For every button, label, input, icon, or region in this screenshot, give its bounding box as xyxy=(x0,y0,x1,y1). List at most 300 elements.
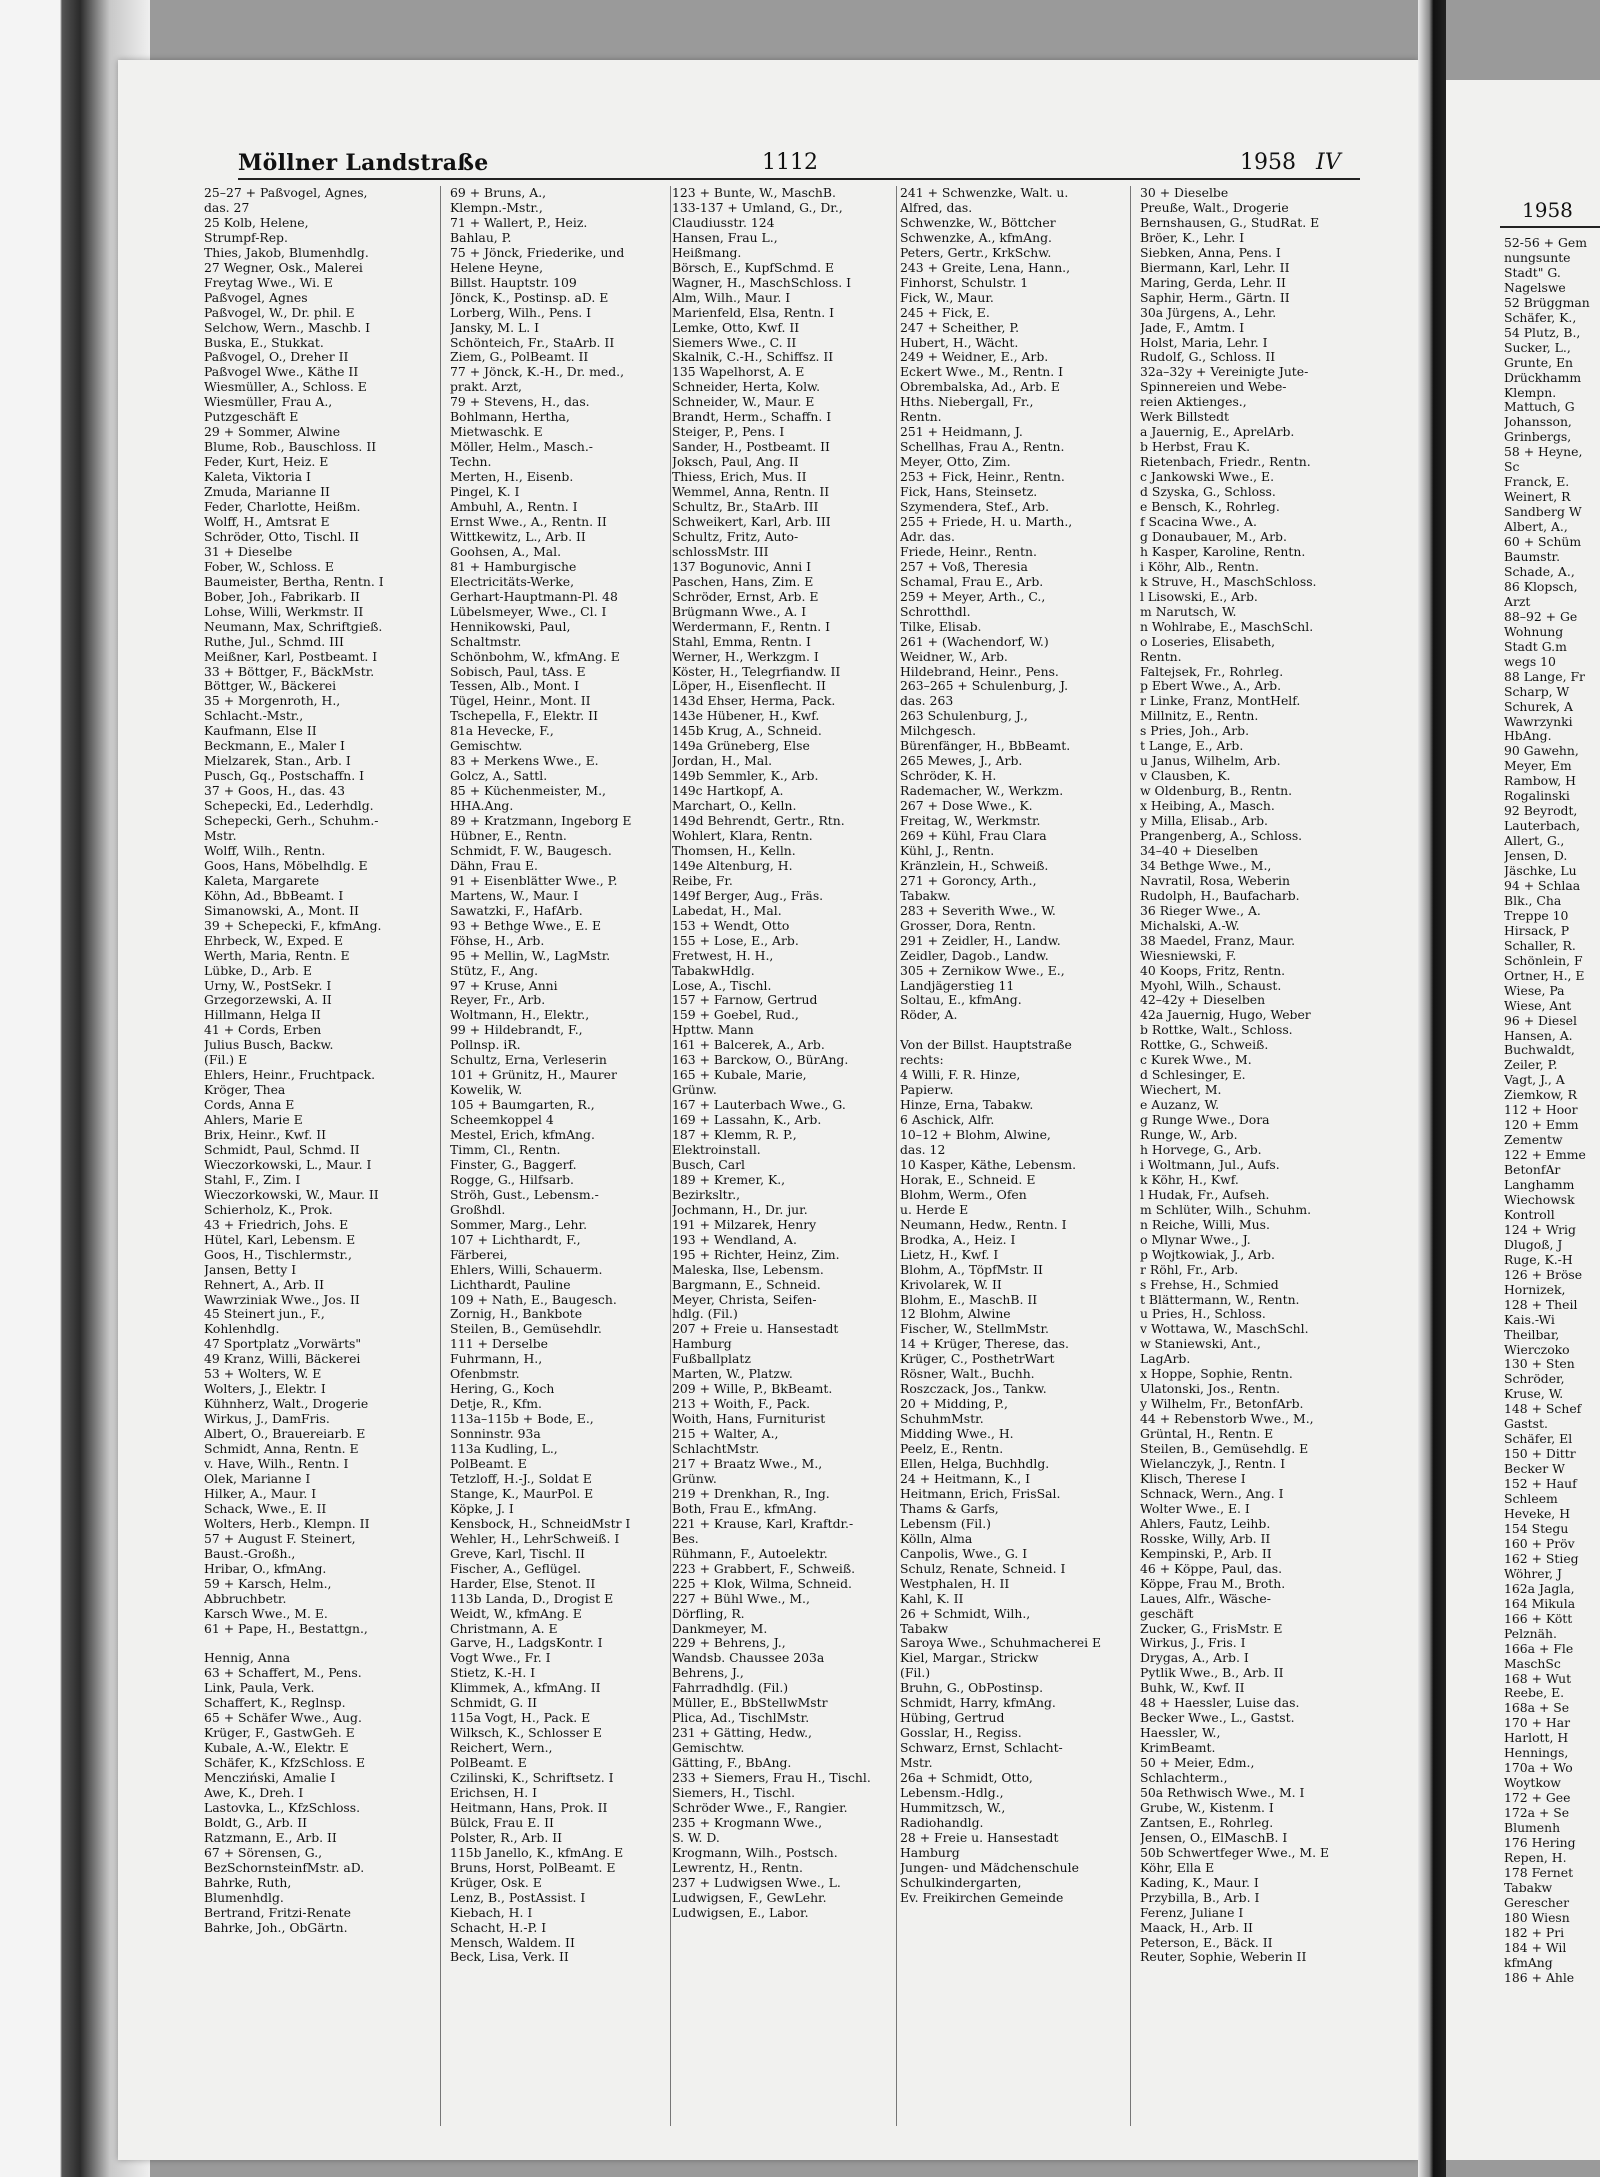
directory-entry-line: 257 + Voß, Theresia xyxy=(900,559,1028,574)
directory-entry-line: 89 + Kratzmann, Ingeborg E xyxy=(450,814,632,829)
directory-entry-line: Schrotthdl. xyxy=(900,604,971,619)
directory-entry-line: Schneider, Herta, Kolw. xyxy=(672,380,821,395)
directory-entry-line: Ehlers, Heinr., Fruchtpack. xyxy=(204,1068,376,1083)
directory-entry-line: Brügmann Wwe., A. I xyxy=(672,604,807,619)
directory-entry-line: Ludwigsen, F., GewLehr. xyxy=(672,1890,827,1905)
directory-entry-line: Alm, Wilh., Maur. I xyxy=(672,290,791,305)
directory-entry-line: g Runge Wwe., Dora xyxy=(1140,1113,1270,1128)
directory-entry-line: 233 + Siemers, Frau H., Tischl. xyxy=(672,1771,871,1786)
directory-entry-line: l Lisowski, E., Arb. xyxy=(1140,589,1258,604)
directory-entry-line: i Köhr, Alb., Rentn. xyxy=(1140,559,1259,574)
directory-entry-line: Sander, H., Postbeamt. II xyxy=(672,440,830,455)
directory-entry-line: 149c Hartkopf, A. xyxy=(672,784,784,799)
directory-entry-line: Goos, Hans, Möbelhdlg. E xyxy=(204,858,368,873)
facing-page-entry-line: Ruge, K.-H xyxy=(1504,1252,1573,1267)
directory-entry-line: 245 + Fick, E. xyxy=(900,305,990,320)
directory-entry-line: Bahrke, Joh., ObGärtn. xyxy=(204,1920,348,1935)
directory-entry-line: 283 + Severith Wwe., W. xyxy=(900,903,1056,918)
directory-entry-line: Krivolarek, W. II xyxy=(900,1277,1002,1292)
facing-page-entry-line: BetonfAr xyxy=(1504,1163,1561,1178)
facing-page-entry-line: Blumenh xyxy=(1504,1821,1561,1836)
facing-page-entry-line: Heveke, H xyxy=(1504,1507,1570,1522)
directory-entry-line: 25–27 + Paßvogel, Agnes, xyxy=(204,186,368,200)
directory-entry-line: (Fil.) xyxy=(900,1666,931,1681)
directory-entry-line: 133-137 + Umland, G., Dr., xyxy=(672,200,843,215)
facing-page-entry-line: Wiese, Ant xyxy=(1504,998,1572,1013)
directory-entry-line: Wirkus, J., Fris. I xyxy=(1140,1636,1246,1651)
directory-entry-line: Marten, W., Platzw. xyxy=(672,1367,793,1382)
facing-page-entry-line: Schurek, A xyxy=(1504,699,1573,714)
directory-entry-line: Bülck, Frau E. II xyxy=(450,1815,554,1830)
facing-page-entry-line: Hansen, A. xyxy=(1504,1028,1573,1043)
directory-entry-line: Sommer, Marg., Lehr. xyxy=(450,1217,588,1232)
directory-entry-line: t Lange, E., Arb. xyxy=(1140,739,1244,754)
directory-entry-line: (Fil.) E xyxy=(204,1053,248,1068)
directory-entry-line: o Mlynar Wwe., J. xyxy=(1140,1232,1251,1247)
directory-entry-line: Fischer, A., Geflügel. xyxy=(450,1561,582,1576)
directory-entry-line: k Struve, H., MaschSchloss. xyxy=(1140,574,1317,589)
directory-entry-line: 149f Berger, Aug., Fräs. xyxy=(672,888,824,903)
facing-page-year: 1958 xyxy=(1522,198,1573,222)
facing-page-entry-line: 90 Gawehn, xyxy=(1504,744,1579,759)
directory-entry-line: Stietz, K.-H. I xyxy=(450,1666,536,1681)
directory-entry-line: Bahrke, Ruth, xyxy=(204,1875,292,1890)
directory-entry-line: Peters, Gertr., KrkSchw. xyxy=(900,245,1052,260)
directory-entry-line: o Loseries, Elisabeth, xyxy=(1140,634,1276,649)
directory-entry-line: Wiesniewski, F. xyxy=(1140,948,1237,963)
directory-entry-line: Ehrbeck, W., Exped. E xyxy=(204,933,344,948)
directory-entry-line: 187 + Klemm, R. P., xyxy=(672,1128,797,1143)
directory-entry-line: v. Have, Wilh., Rentn. I xyxy=(204,1457,349,1472)
directory-entry-line: Schaffert, K., Reglnsp. xyxy=(204,1696,346,1711)
directory-entry-line: Claudiusstr. 124 xyxy=(672,215,775,230)
facing-page-entry-line: 170a + Wo xyxy=(1504,1761,1573,1776)
directory-entry-line: Harder, Else, Stenot. II xyxy=(450,1576,596,1591)
directory-entry-line: 167 + Lauterbach Wwe., G. xyxy=(672,1098,846,1113)
directory-entry-line: 249 + Weidner, E., Arb. xyxy=(900,350,1049,365)
directory-entry-line: Spinnereien und Webe- xyxy=(1140,380,1287,395)
facing-page-entry-line: 170 + Har xyxy=(1504,1716,1571,1731)
facing-page-entry-line: Gerescher xyxy=(1504,1895,1570,1910)
directory-entry-line: Freitag, W., Werkmstr. xyxy=(900,814,1041,829)
directory-entry-line: 65 + Schäfer Wwe., Aug. xyxy=(204,1711,362,1726)
directory-entry-line: Lenz, B., PostAssist. I xyxy=(450,1890,586,1905)
directory-entry-line: Köster, H., Telegrfiandw. II xyxy=(672,664,841,679)
facing-page-entry-line: Klempn. xyxy=(1504,385,1557,400)
directory-entry-line: Garve, H., LadgsKontr. I xyxy=(450,1636,603,1651)
directory-entry-line: Kempinski, P., Arb. II xyxy=(1140,1546,1272,1561)
facing-page-entry-line: Jäschke, Lu xyxy=(1504,864,1577,879)
directory-entry-line: Lübke, D., Arb. E xyxy=(204,963,312,978)
directory-entry-line: Pytlik Wwe., B., Arb. II xyxy=(1140,1666,1284,1681)
facing-page-entry-line: Schröder, xyxy=(1504,1372,1565,1387)
directory-entry-line: 71 + Wallert, P., Heiz. xyxy=(450,215,588,230)
directory-entry-line: prakt. Arzt, xyxy=(450,380,522,395)
directory-entry-line: 115b Janello, K., kfmAng. E xyxy=(450,1845,624,1860)
directory-entry-line: Paßvogel, Agnes xyxy=(204,290,308,305)
directory-entry-line: 263 Schulenburg, J., xyxy=(900,709,1028,724)
directory-entry-line: Grünw. xyxy=(672,1083,717,1098)
directory-entry-line: 50 + Meier, Edm., xyxy=(1140,1756,1255,1771)
directory-entry-line: 149e Altenburg, H. xyxy=(672,858,793,873)
directory-entry-line: Plica, Ad., TischlMstr. xyxy=(672,1711,810,1726)
directory-entry-line: 123 + Bunte, W., MaschB. xyxy=(672,186,836,200)
directory-entry-line: d Szyska, G., Schloss. xyxy=(1140,485,1276,500)
directory-entry-line: Bernshausen, G., StudRat. E xyxy=(1140,215,1320,230)
facing-page-entry-line: Nagelswe xyxy=(1504,280,1566,295)
facing-page-entry-line: 168 + Wut xyxy=(1504,1671,1572,1686)
directory-entry-line: Rentn. xyxy=(1140,649,1182,664)
facing-page-entry-line: Pelznäh. xyxy=(1504,1626,1557,1641)
directory-entry-line: Fretwest, H. H., xyxy=(672,948,774,963)
directory-entry-line: Schepecki, Ed., Lederhdlg. xyxy=(204,799,374,814)
directory-entry-line: Ziem, G., PolBeamt. II xyxy=(450,350,589,365)
directory-entry-line: Jungen- und Mädchenschule xyxy=(900,1860,1079,1875)
directory-entry-line: Bröer, K., Lehr. I xyxy=(1140,230,1245,245)
directory-entry-line: Steilen, B., Gemüsehdlr. xyxy=(450,1322,602,1337)
directory-entry-line: 305 + Zernikow Wwe., E., xyxy=(900,963,1065,978)
directory-entry-line: Marchart, O., Kelln. xyxy=(672,799,797,814)
directory-entry-line: Ernst Wwe., A., Rentn. II xyxy=(450,514,607,529)
directory-entry-line: 85 + Küchenmeister, M., xyxy=(450,784,606,799)
directory-entry-line: Lorberg, Wilh., Pens. I xyxy=(450,305,592,320)
directory-entry-line: 135 Wapelhorst, A. E xyxy=(672,365,805,380)
directory-entry-line: Westphalen, H. II xyxy=(900,1576,1010,1591)
directory-entry-line: Stütz, F., Ang. xyxy=(450,963,539,978)
directory-entry-line: 47 Sportplatz „Vorwärts" xyxy=(204,1337,362,1352)
directory-entry-line: Electricitäts-Werke, xyxy=(450,574,575,589)
directory-entry-line: 59 + Karsch, Helm., xyxy=(204,1576,332,1591)
directory-entry-line: Erichsen, H. I xyxy=(450,1785,537,1800)
directory-entry-line: 207 + Freie u. Hansestadt xyxy=(672,1322,839,1337)
facing-page-entry-line: Mattuch, G xyxy=(1504,400,1575,415)
directory-column-5 xyxy=(1140,186,1364,2136)
directory-entry-line: Siemers Wwe., C. II xyxy=(672,335,797,350)
directory-entry-line: Weidner, W., Arb. xyxy=(900,649,1008,664)
directory-entry-line: Feder, Kurt, Heiz. E xyxy=(204,455,329,470)
directory-entry-line: 219 + Drenkhan, R., Ing. xyxy=(672,1486,830,1501)
directory-entry-line: 42a Jauernig, Hugo, Weber xyxy=(1140,1008,1311,1023)
facing-page-entry-line: Hirsack, P xyxy=(1504,923,1570,938)
directory-entry-line: m Narutsch, W. xyxy=(1140,604,1237,619)
directory-entry-line: Detje, R., Kfm. xyxy=(450,1397,542,1412)
directory-entry-line: Ruthe, Jul., Schmd. III xyxy=(204,634,344,649)
facing-page-entry-line: Sc xyxy=(1504,460,1520,475)
directory-entry-line: Werk Billstedt xyxy=(1140,410,1230,425)
directory-entry-line: 111 + Derselbe xyxy=(450,1337,549,1352)
facing-page-entry-line: 92 Beyrodt, xyxy=(1504,804,1578,819)
directory-entry-line: 46 + Köppe, Paul, das. xyxy=(1140,1561,1283,1576)
directory-entry-line: Papierw. xyxy=(900,1083,954,1098)
directory-entry-line: s Frehse, H., Schmied xyxy=(1140,1277,1279,1292)
directory-entry-line: Mstr. xyxy=(900,1756,933,1771)
directory-entry-line: rechts: xyxy=(900,1053,944,1068)
directory-entry-line: 33 + Böttger, F., BäckMstr. xyxy=(204,664,375,679)
facing-page-entry-line: kfmAng xyxy=(1504,1955,1553,1970)
directory-entry-line: Böttger, W., Bäckerei xyxy=(204,679,337,694)
directory-entry-line: PolBeamt. E xyxy=(450,1457,527,1472)
directory-entry-line: Siemers, H., Tischl. xyxy=(672,1785,796,1800)
directory-entry-line: n Reiche, Willi, Mus. xyxy=(1140,1217,1270,1232)
directory-entry-line: 95 + Mellin, W., LagMstr. xyxy=(450,948,611,963)
directory-entry-line: BezSchornsteinfMstr. aD. xyxy=(204,1860,365,1875)
facing-page-entry-line: Kruse, W. xyxy=(1504,1387,1564,1402)
facing-page-entry-line: 184 + Wil xyxy=(1504,1940,1567,1955)
facing-page-entry-line: Woytkow xyxy=(1504,1776,1561,1791)
directory-entry-line: Schmidt, G. II xyxy=(450,1696,538,1711)
directory-entry-line: 109 + Nath, E., Baugesch. xyxy=(450,1292,617,1307)
directory-entry-line: 209 + Wille, P., BkBeamt. xyxy=(672,1382,833,1397)
directory-entry-line: Milchgesch. xyxy=(900,724,977,739)
facing-page-entry-line: Dlugoß, J xyxy=(1504,1237,1563,1252)
directory-entry-line: Vogt Wwe., Fr. I xyxy=(450,1651,551,1666)
facing-page-entry-line: Zeiler, P. xyxy=(1504,1058,1558,1073)
directory-entry-line: Schulz, Renate, Schneid. I xyxy=(900,1561,1066,1576)
directory-entry-line: Hths. Niebergall, Fr., xyxy=(900,395,1034,410)
directory-entry-line: 241 + Schwenzke, Walt. u. xyxy=(900,186,1069,200)
directory-entry-line: Goohsen, A., Mal. xyxy=(450,544,562,559)
directory-entry-line: Laues, Alfr., Wäsche- xyxy=(1140,1591,1271,1606)
directory-entry-line: 35 + Morgenroth, H., xyxy=(204,694,341,709)
facing-page-entry-line: Sucker, L., xyxy=(1504,340,1571,355)
directory-entry-line: 36 Rieger Wwe., A. xyxy=(1140,903,1261,918)
directory-entry-line: Stahl, F., Zim. I xyxy=(204,1172,301,1187)
directory-entry-line: g Donaubauer, M., Arb. xyxy=(1140,529,1287,544)
directory-entry-line: Selchow, Wern., Maschb. I xyxy=(204,320,371,335)
directory-entry-line: Kaleta, Viktoria I xyxy=(204,470,311,485)
directory-entry-line: h Kasper, Karoline, Rentn. xyxy=(1140,544,1306,559)
facing-page-entry-line: Sandberg W xyxy=(1504,505,1582,520)
directory-entry-line: 165 + Kubale, Marie, xyxy=(672,1068,807,1083)
directory-entry-line: Billst. Hauptstr. 109 xyxy=(450,275,577,290)
facing-page-entry-line: 172a + Se xyxy=(1504,1806,1570,1821)
directory-entry-line: Kölln, Alma xyxy=(900,1531,973,1546)
facing-page-entry-line: 88–92 + Ge xyxy=(1504,609,1578,624)
directory-entry-line: Ambuhl, A., Rentn. I xyxy=(450,500,578,515)
directory-entry-line: Abbruchbetr. xyxy=(204,1591,287,1606)
directory-entry-line: Millnitz, E., Rentn. xyxy=(1140,709,1259,724)
directory-column-2 xyxy=(450,186,668,2136)
directory-entry-line: Schwarz, Ernst, Schlacht- xyxy=(900,1741,1063,1756)
facing-page-entry-line: Langhamm xyxy=(1504,1178,1575,1193)
directory-entry-line: Buhk, W., Kwf. II xyxy=(1140,1681,1245,1696)
directory-entry-line: Wolff, Wilh., Rentn. xyxy=(204,843,326,858)
directory-entry-line: Hütel, Karl, Lebensm. E xyxy=(204,1232,356,1247)
directory-entry-line: reien Aktienges., xyxy=(1140,395,1247,410)
directory-entry-line: Grube, W., Kistenm. I xyxy=(1140,1800,1274,1815)
directory-entry-line: w Oldenburg, B., Rentn. xyxy=(1140,784,1293,799)
directory-entry-line: 99 + Hildebrandt, F., xyxy=(450,1023,583,1038)
directory-entry-line: Wandsb. Chaussee 203a xyxy=(672,1651,825,1666)
directory-entry-line: Thomsen, H., Kelln. xyxy=(672,843,796,858)
directory-entry-line: Krüger, F., GastwGeh. E xyxy=(204,1726,355,1741)
directory-entry-line: Hinze, Erna, Tabakw. xyxy=(900,1098,1034,1113)
directory-entry-line: 163 + Barckow, O., BürAng. xyxy=(672,1053,849,1068)
directory-entry-line: Finhorst, Schulstr. 1 xyxy=(900,275,1029,290)
directory-entry-line: Schneider, W., Maur. E xyxy=(672,395,815,410)
facing-page-entry-line: Schleem xyxy=(1504,1492,1558,1507)
directory-entry-line: 107 + Lichthardt, F., xyxy=(450,1232,581,1247)
directory-entry-line: Mencziński, Amalie I xyxy=(204,1771,336,1786)
directory-entry-line: t Blättermann, W., Rentn. xyxy=(1140,1292,1300,1307)
directory-entry-line: Putzgeschäft E xyxy=(204,410,299,425)
header-rule xyxy=(238,178,1360,180)
directory-entry-line: Schulkindergarten, xyxy=(900,1875,1022,1890)
directory-entry-line: 39 + Schepecki, F., kfmAng. xyxy=(204,918,382,933)
directory-entry-line: 115a Vogt, H., Pack. E xyxy=(450,1711,591,1726)
facing-page-entry-line: Franck, E. xyxy=(1504,475,1570,490)
directory-entry-line: 20 + Midding, P., xyxy=(900,1397,1008,1412)
directory-entry-line: Lose, A., Tischl. xyxy=(672,978,772,993)
directory-entry-line: r Linke, Franz, MontHelf. xyxy=(1140,694,1301,709)
directory-entry-line: 38 Maedel, Franz, Maur. xyxy=(1140,933,1296,948)
directory-entry-line: 34 Bethge Wwe., M., xyxy=(1140,858,1272,873)
directory-entry-line: Rehnert, A., Arb. II xyxy=(204,1277,324,1292)
directory-entry-line: 77 + Jönck, K.-H., Dr. med., xyxy=(450,365,625,380)
directory-entry-line: Becker Wwe., L., Gastst. xyxy=(1140,1711,1295,1726)
directory-entry-line: Schweikert, Karl, Arb. III xyxy=(672,514,831,529)
directory-entry-line: Börsch, E., KupfSchmd. E xyxy=(672,260,834,275)
directory-entry-line: 189 + Kremer, K., xyxy=(672,1172,786,1187)
directory-entry-line xyxy=(900,1023,1118,1038)
directory-entry-line: Kühnherz, Walt., Drogerie xyxy=(204,1397,369,1412)
directory-entry-line: Woltmann, H., Elektr., xyxy=(450,1008,590,1023)
directory-entry-line: Both, Frau E., kfmAng. xyxy=(672,1501,817,1516)
directory-entry-line: 227 + Bühl Wwe., M., xyxy=(672,1591,810,1606)
directory-entry-line: 81 + Hamburgische xyxy=(450,559,577,574)
directory-entry-line: geschäft xyxy=(1140,1606,1194,1621)
directory-entry-line: Ev. Freikirchen Gemeinde xyxy=(900,1890,1064,1905)
directory-entry-line: Schönteich, Fr., StaArb. II xyxy=(450,335,615,350)
directory-entry-line: k Köhr, H., Kwf. xyxy=(1140,1172,1239,1187)
directory-entry-line: Hildebrand, Heinr., Pens. xyxy=(900,664,1059,679)
directory-entry-line: s Pries, Joh., Arb. xyxy=(1140,724,1250,739)
directory-entry-line: Krüger, Osk. E xyxy=(450,1875,542,1890)
directory-entry-line: 53 + Wolters, W. E xyxy=(204,1367,322,1382)
directory-entry-line: Michalski, A.-W. xyxy=(1140,918,1240,933)
directory-entry-line: Mestel, Erich, kfmAng. xyxy=(450,1128,595,1143)
facing-page-entry-line: Hornizek, xyxy=(1504,1282,1566,1297)
directory-entry-line: x Heibing, A., Masch. xyxy=(1140,799,1275,814)
directory-entry-line: 291 + Zeidler, H., Landw. xyxy=(900,933,1061,948)
directory-entry-line: 231 + Gätting, Hedw., xyxy=(672,1726,812,1741)
directory-entry-line: 191 + Milzarek, Henry xyxy=(672,1217,817,1232)
directory-column-4 xyxy=(900,186,1118,2136)
facing-page-column xyxy=(1504,236,1600,2146)
directory-entry-line: Hansen, Frau L., xyxy=(672,230,778,245)
directory-entry-line: 43 + Friedrich, Johs. E xyxy=(204,1217,349,1232)
directory-entry-line: w Staniewski, Ant., xyxy=(1140,1337,1261,1352)
directory-entry-line: Landjägerstieg 11 xyxy=(900,978,1015,993)
directory-entry-line: Fick, Hans, Steinsetz. xyxy=(900,485,1038,500)
facing-page-entry-line: Baumstr. xyxy=(1504,550,1561,565)
facing-page-entry-line: 150 + Dittr xyxy=(1504,1447,1576,1462)
directory-entry-line: 75 + Jönck, Friederike, und xyxy=(450,245,625,260)
directory-entry-line: 48 + Haessler, Luise das. xyxy=(1140,1696,1300,1711)
directory-entry-line: 217 + Braatz Wwe., M., xyxy=(672,1457,823,1472)
directory-entry-line: Gemischtw. xyxy=(450,739,523,754)
facing-page-entry-line: Lauterbach, xyxy=(1504,819,1581,834)
directory-entry-line: Klisch, Therese I xyxy=(1140,1471,1246,1486)
facing-page-entry-line: Gastst. xyxy=(1504,1417,1548,1432)
directory-entry-line: 261 + (Wachendorf, W.) xyxy=(900,634,1049,649)
directory-entry-line: Werner, H., Werkzgm. I xyxy=(672,649,819,664)
directory-entry-line: Peterson, E., Bäck. II xyxy=(1140,1935,1273,1950)
column-divider xyxy=(670,186,671,2126)
facing-page-entry-line: 148 + Schef xyxy=(1504,1402,1582,1417)
directory-entry-line: Schnack, Wern., Ang. I xyxy=(1140,1486,1284,1501)
directory-entry-line: Rudolf, G., Schloss. II xyxy=(1140,350,1276,365)
directory-entry-line: Feder, Charlotte, Heißm. xyxy=(204,500,361,515)
directory-entry-line: Baust.-Großh., xyxy=(204,1546,296,1561)
directory-entry-line: Fußballplatz xyxy=(672,1352,751,1367)
directory-entry-line: Szymendera, Stef., Arb. xyxy=(900,500,1050,515)
directory-entry-line: Schultz, Erna, Verleserin xyxy=(450,1053,607,1068)
directory-entry-line: 255 + Friede, H. u. Marth., xyxy=(900,514,1073,529)
directory-entry-line: Bes. xyxy=(672,1531,699,1546)
directory-entry-line: Skalnik, C.-H., Schiffsz. II xyxy=(672,350,834,365)
directory-entry-line: Klimmek, A., kfmAng. II xyxy=(450,1681,601,1696)
facing-page-entry-line: 154 Stegu xyxy=(1504,1521,1569,1536)
directory-entry-line: Kühl, J., Rentn. xyxy=(900,843,995,858)
directory-entry-line: Köhr, Ella E xyxy=(1140,1860,1215,1875)
directory-entry-line: Hamburg xyxy=(900,1845,960,1860)
directory-entry-line: Sonninstr. 93a xyxy=(450,1427,541,1442)
directory-entry-line: 225 + Klok, Wilma, Schneid. xyxy=(672,1576,852,1591)
directory-entry-line: Christmann, A. E xyxy=(450,1621,558,1636)
directory-entry-line: Tabakw xyxy=(900,1621,949,1636)
directory-entry-line: Ahlers, Marie E xyxy=(204,1113,303,1128)
directory-entry-line: Meyer, Otto, Zim. xyxy=(900,455,1011,470)
directory-entry-line: Radiohandlg. xyxy=(900,1815,984,1830)
directory-entry-line: Scheemkoppel 4 xyxy=(450,1113,554,1128)
directory-entry-line: Mielzarek, Stan., Arb. I xyxy=(204,754,351,769)
directory-entry-line: HHA.Ang. xyxy=(450,799,514,814)
directory-entry-line: p Ebert Wwe., A., Arb. xyxy=(1140,679,1282,694)
facing-page-entry-line: Schaller, R. xyxy=(1504,938,1576,953)
directory-entry-line: 193 + Wendland, A. xyxy=(672,1232,797,1247)
directory-entry-line: e Bensch, K., Rohrleg. xyxy=(1140,500,1280,515)
directory-entry-line: Zmuda, Marianne II xyxy=(204,485,330,500)
directory-entry-line: Jensen, O., ElMaschB. I xyxy=(1140,1830,1288,1845)
street-heading: Möllner Landstraße xyxy=(238,150,489,176)
directory-entry-line: Adr. das. xyxy=(900,529,955,544)
directory-entry-line: Hamburg xyxy=(672,1337,732,1352)
facing-page-entry-line: Hennings, xyxy=(1504,1746,1569,1761)
directory-entry-line: hdlg. (Fil.) xyxy=(672,1307,738,1322)
directory-entry-line: Rademacher, W., Werkzm. xyxy=(900,784,1064,799)
directory-entry-line: y Wilhelm, Fr., BetonfArb. xyxy=(1140,1397,1304,1412)
directory-entry-line: Haessler, W., xyxy=(1140,1726,1221,1741)
directory-entry-line: 44 + Rebenstorb Wwe., M., xyxy=(1140,1412,1314,1427)
directory-entry-line: 30 + Dieselbe xyxy=(1140,186,1229,200)
directory-entry-line: SchlachtMstr. xyxy=(672,1442,760,1457)
directory-entry-line: das. 263 xyxy=(900,694,954,709)
facing-page-entry-line: 182 + Pri xyxy=(1504,1925,1565,1940)
facing-page-entry-line: Grunte, En xyxy=(1504,355,1573,370)
directory-entry-line: Wolff, H., Amtsrat E xyxy=(204,514,330,529)
facing-page-entry-line: Tabakw xyxy=(1504,1880,1553,1895)
facing-page-entry-line: Theilbar, xyxy=(1504,1327,1560,1342)
facing-page-entry-line: Schade, A., xyxy=(1504,564,1575,579)
facing-page-entry-line: Arzt xyxy=(1504,594,1531,609)
directory-entry-line: Kubale, A.-W., Elektr. E xyxy=(204,1741,349,1756)
directory-entry-line: Sawatzki, F., HafArb. xyxy=(450,903,583,918)
directory-entry-line: Lichthardt, Pauline xyxy=(450,1277,571,1292)
directory-entry-line: 12 Blohm, Alwine xyxy=(900,1307,1011,1322)
directory-entry-line: TabakwHdlg. xyxy=(672,963,755,978)
directory-entry-line: Olek, Marianne I xyxy=(204,1471,311,1486)
